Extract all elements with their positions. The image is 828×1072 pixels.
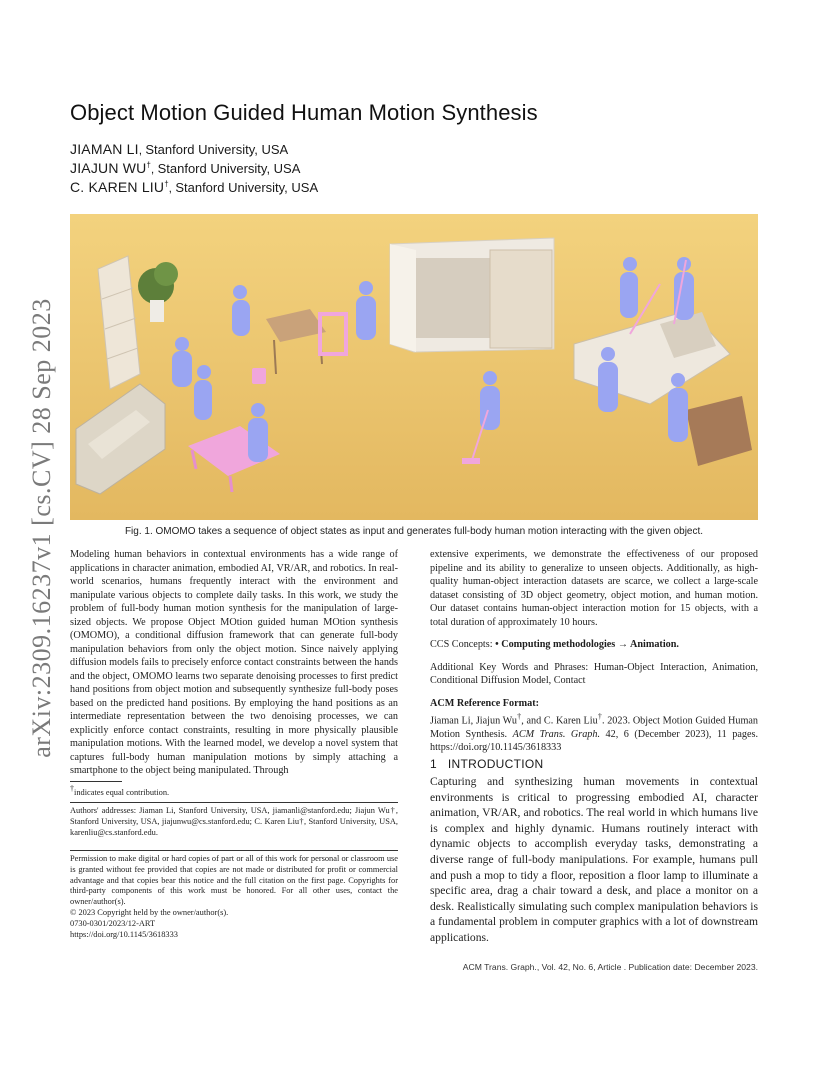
author-line-3: C. KAREN LIU†, Stanford University, USA	[70, 179, 319, 195]
author-name: JIAJUN WU	[70, 160, 147, 176]
acm-reference: ACM Reference Format: Jiaman Li, Jiajun Wu†, and C. Karen Liu†. 2023. Object Motion Guided Human Motion Synthesis. ACM Trans. Graph. 42, 6 (December 2023), 11 pages. https://doi.org/10.1145/3618333	[430, 697, 759, 754]
footnote-rule	[70, 850, 398, 851]
equal-mark: †	[70, 784, 74, 793]
teaser-figure	[70, 214, 758, 520]
paper-title: Object Motion Guided Human Motion Synthesis	[70, 100, 538, 125]
footnote-rule	[70, 802, 398, 803]
author-line-2: JIAJUN WU†, Stanford University, USA	[70, 160, 301, 176]
acm-reference-heading: ACM Reference Format:	[430, 697, 539, 709]
author-line-1: JIAMAN LI, Stanford University, USA	[70, 141, 289, 157]
abstract-continued: extensive experiments, we demonstrate the effectiveness of our proposed pipeline and its ability to generalize to unseen objects. Additionally, as high-quality human-object interaction datasets are scarce, we collect a large-scale dataset consisting of 3D object geometry, object motion, and human motion. Our dataset contains human-object interaction motion for 15 objects, with a total duration of approximately 10 hours.	[430, 549, 758, 628]
permission-text: Permission to make digital or hard copies of part or all of this work for personal or classroom use is granted without fee provided that copies are not made or distributed for profit or commercial advantage and that copies bear this notice and the full citation on the first page. Copyrights for third-party components of this work must be honored. For all other uses, contact the owner/author(s).	[70, 854, 398, 907]
author-affiliation: Stanford University, USA	[145, 142, 289, 157]
author-affiliation: Stanford University, USA	[157, 161, 301, 176]
arxiv-identifier: arXiv:2309.16237v1 [cs.CV] 28 Sep 2023	[27, 298, 56, 758]
author-name: JIAMAN LI	[70, 141, 139, 157]
doi-link[interactable]: https://doi.org/10.1145/3618333	[70, 929, 178, 939]
section-heading-introduction: 1 INTRODUCTION	[430, 757, 544, 771]
equal-contribution-note	[70, 784, 398, 799]
keywords: Additional Key Words and Phrases: Human-Object Interaction, Animation, Conditional Diffusion Model, Contact	[430, 661, 758, 686]
right-column	[430, 548, 758, 755]
ccs-concepts: CCS Concepts: • Computing methodologies → Animation.	[430, 639, 679, 650]
running-footer: ACM Trans. Graph., Vol. 42, No. 6, Article . Publication date: December 2023.	[462, 962, 758, 972]
issn: 0730-0301/2023/12-ART	[70, 918, 156, 928]
footnote-rule	[70, 781, 122, 782]
author-mark: †	[146, 160, 151, 170]
abstract: Modeling human behaviors in contextual environments has a wide range of applications in character animation, embodied AI, VR/AR, and robotics. In real-world scenarios, humans frequently interact with the environment and manipulate various objects to complete daily tasks. In this work, we study the problem of full-body human motion synthesis for the manipulation of large-sized objects. We propose Object MOtion guided human MOtion synthesis (OMOMO), a conditional diffusion framework that can generate full-body manipulation behaviors from only the object motion. Since naively applying diffusion models fails to precisely enforce contact constraints between the hands and the object, OMOMO learns two separate denoising processes to first predict hand positions from object motion and subsequently synthesize full-body poses based on the predicted hand positions. By employing the hand positions as an intermediate representation between the two denoising processes, we can explicitly enforce contact constraints, resulting in more physically plausible manipulation motions. With the learned model, we develop a novel system that captures full-body human manipulation motions by simply attaching a smartphone to the object being manipulated. Through	[70, 549, 398, 776]
figure-caption: Fig. 1. OMOMO takes a sequence of object states as input and generates full-body human motion interacting with the given object.	[124, 526, 704, 537]
author-mark: †	[164, 179, 169, 189]
equal-note-text: indicates equal contribution.	[74, 787, 170, 797]
copyright: © 2023 Copyright held by the owner/author(s).	[70, 907, 229, 917]
introduction-body: Capturing and synthesizing human movements in contextual environments is critical to progressing embodied AI, character animation, VR/AR, and robotics. The real world in which humans live is complex and highly dynamic. Humans routinely interact with dynamic objects to accomplish everyday tasks, demonstrating a diverse range of full-body manipulations. For example, humans pull and push a mop to tidy a floor, reposition a floor lamp to illuminate a specific area, drag a chair toward a desk, and place a monitor on a desk. Realistically simulating such complex manipulation behaviors is a fundamental problem in computer graphics with a lot of downstream applications.	[430, 775, 758, 944]
author-affiliation: Stanford University, USA	[175, 180, 319, 195]
author-addresses: Authors' addresses: Jiaman Li, Stanford University, USA, jiamanli@stanford.edu; Jiajun Wu†, Stanford University, USA, jiajunwu@cs.stanford.edu; C. Karen Liu†, Stanford University, USA, karenliu@cs.stanford.edu.	[70, 806, 398, 837]
permission-block	[70, 854, 398, 940]
author-name: C. KAREN LIU	[70, 179, 165, 195]
